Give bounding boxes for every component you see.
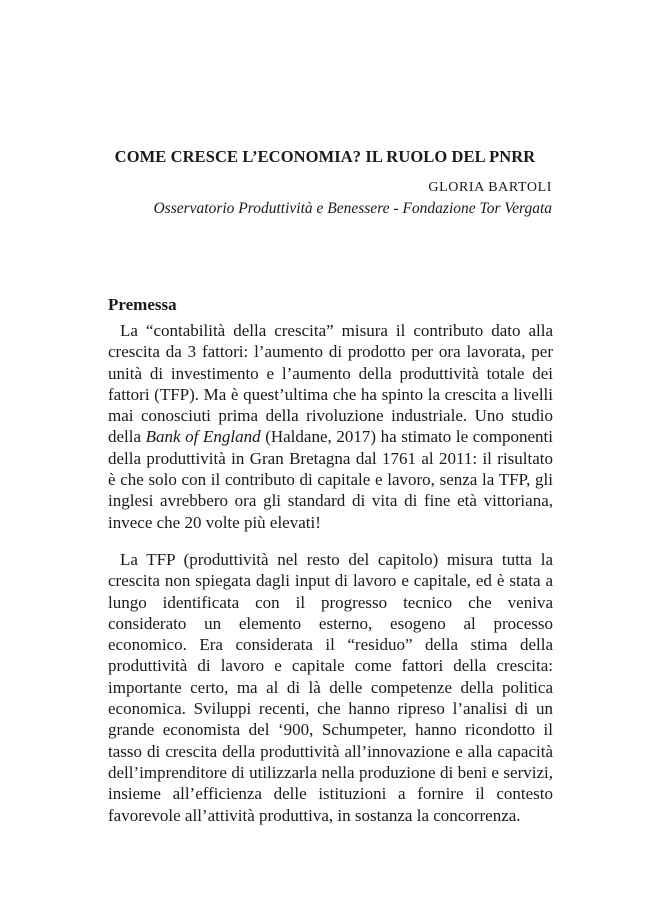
paragraph-1-text-a: La “contabilità della crescita” misura il contributo dato alla crescita da 3 fattori: l’aumento di prodotto per ora lavorata, per unità di investimento e l’aumento della produttività totale dei fattori (TFP). Ma è quest’ultima che ha spinto la crescita a livelli mai conosciuti prima della rivoluzione industriale. Uno studio della	[108, 321, 553, 447]
section-heading: Premessa	[108, 295, 177, 314]
paragraph-1-text-b: (Haldane, 2017) ha stimato le componenti della produttività in Gran Bretagna dal 1761 al 2011: il risultato è che solo con il contributo di capitale e lavoro, senza la TFP, gli inglesi avrebbero ora gli standard di vita di fine età vittoriana, invece che 20 volte più elevati!	[108, 427, 553, 532]
paragraph-2: La TFP (produttività nel resto del capitolo) misura tutta la crescita non spiegata dagli input di lavoro e capitale, ed è stata a lungo identificata con il progresso tecnico che veniva considerato un elemento esterno, esogeno al processo economico. Era considerata il “residuo” della stima della produttività di lavoro e capitale come fattori della crescita: importante certo, ma al di là delle competenze della politica economica. Sviluppi recenti, che hanno ripreso l’analisi di un grande economista del ‘900, Schumpeter, hanno ricondotto il tasso di crescita della produttività all’innovazione e alla capacità dell’imprenditore di utilizzarla nella produzione di beni e servizi, insieme all’efficienza delle istituzioni a fornire il contesto favorevole all’attività produttiva, in sostanza la concorrenza.	[108, 550, 553, 825]
author-affiliation: Osservatorio Produttività e Benessere - Fondazione Tor Vergata	[153, 200, 552, 217]
author-name: GLORIA BARTOLI	[428, 180, 552, 195]
paragraph-1	[108, 320, 553, 533]
paragraph-1-italic: Bank of England	[145, 427, 261, 447]
document-title: COME CRESCE L’ECONOMIA? IL RUOLO DEL PNRR	[114, 147, 536, 166]
